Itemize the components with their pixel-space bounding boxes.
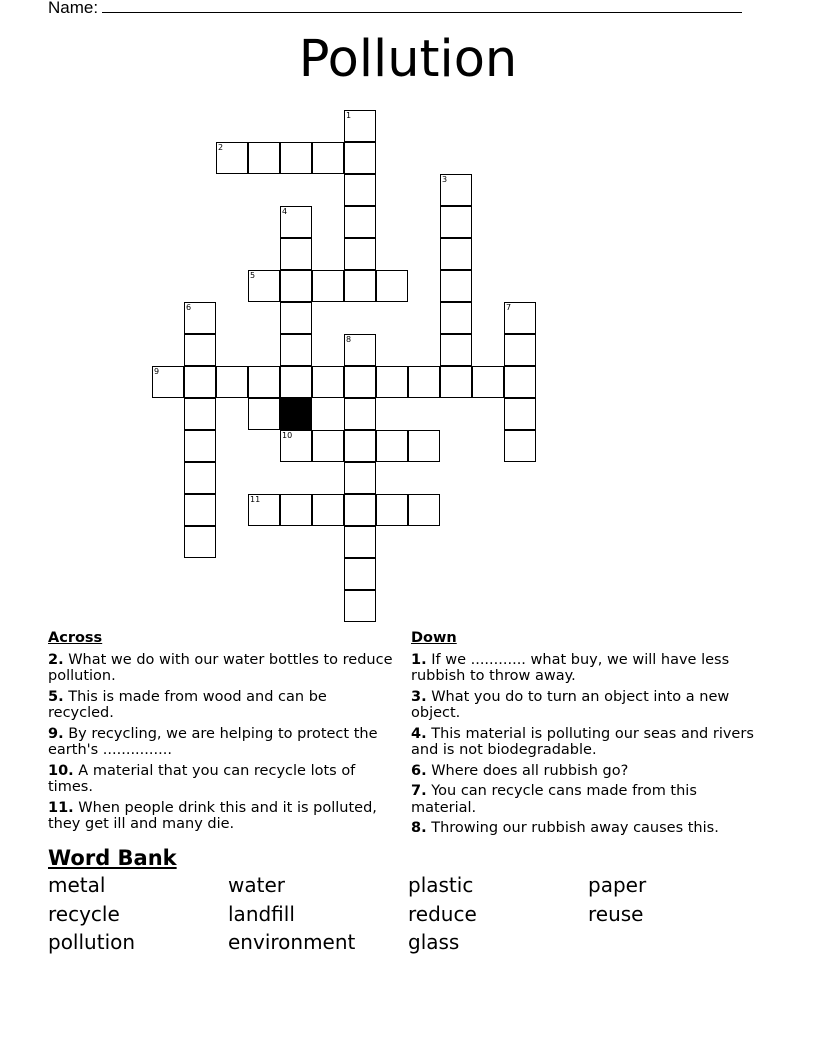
grid-cell[interactable] (184, 302, 216, 334)
clue-text: Where does all rubbish go? (431, 762, 629, 779)
grid-cell[interactable] (376, 430, 408, 462)
clue-number: 1. (411, 651, 427, 668)
word-bank-item: environment (228, 930, 356, 954)
clue-text: If we ............ what buy, we will have less rubbish to throw away. (411, 651, 730, 684)
grid-cell[interactable] (184, 494, 216, 526)
grid-cell[interactable] (216, 142, 248, 174)
clue-number: 4. (411, 725, 427, 742)
grid-cell[interactable] (280, 302, 312, 334)
clue-number: 5. (48, 688, 64, 705)
black-cell (280, 398, 312, 430)
grid-cell[interactable] (344, 462, 376, 494)
clue-text: Throwing our rubbish away causes this. (431, 820, 719, 836)
grid-cell[interactable] (344, 494, 376, 526)
clue-number: 11. (48, 799, 74, 816)
grid-cell[interactable] (440, 302, 472, 334)
page-title: Pollution (298, 30, 518, 89)
clue-number-label: 7 (506, 303, 512, 312)
grid-cell[interactable] (344, 366, 376, 398)
clue-number: 2. (48, 651, 64, 668)
grid-cell[interactable] (344, 430, 376, 462)
word-bank-heading: Word Bank (48, 846, 177, 870)
clue-item (411, 652, 756, 685)
grid-cell[interactable] (344, 590, 376, 622)
across-clues (48, 630, 393, 837)
grid-cell[interactable] (504, 398, 536, 430)
grid-cell[interactable] (472, 366, 504, 398)
grid-cell[interactable] (344, 142, 376, 174)
clue-number-label: 3 (442, 175, 448, 184)
clue-item (48, 689, 393, 722)
clue-number-label: 11 (250, 495, 261, 504)
word-bank-item: water (228, 873, 285, 897)
clue-number: 7. (411, 783, 427, 799)
grid-cell[interactable] (344, 558, 376, 590)
grid-cell[interactable] (152, 366, 184, 398)
word-bank-item: paper (588, 873, 647, 897)
down-clues (411, 630, 756, 841)
clue-text: When people drink this and it is polluted, they get ill and many die. (48, 799, 377, 832)
grid-cell[interactable] (344, 238, 376, 270)
grid-cell[interactable] (376, 366, 408, 398)
clue-text: You can recycle cans made from this material. (411, 783, 697, 816)
word-bank-item: landfill (228, 901, 295, 926)
word-bank-item: reduce (408, 901, 477, 926)
grid-cell[interactable] (248, 142, 280, 174)
grid-cell[interactable] (440, 334, 472, 366)
grid-cell[interactable] (312, 430, 344, 462)
clue-text: A material that you can recycle lots of times. (48, 762, 356, 795)
grid-cell[interactable] (216, 366, 248, 398)
grid-cell[interactable] (344, 174, 376, 206)
clue-number-label: 9 (154, 367, 160, 376)
grid-cell[interactable] (248, 366, 280, 398)
grid-cell[interactable] (312, 366, 344, 398)
clue-text: What we do with our water bottles to reduce pollution. (48, 651, 393, 684)
clue-item (48, 726, 393, 759)
grid-cell[interactable] (440, 206, 472, 238)
clue-item (48, 652, 393, 685)
grid-cell[interactable] (184, 366, 216, 398)
word-bank-item: reuse (588, 901, 644, 926)
across-heading: Across (48, 630, 103, 646)
clue-item (411, 726, 756, 759)
grid-cell[interactable] (248, 494, 280, 526)
clue-number-label: 8 (346, 335, 352, 344)
grid-cell[interactable] (280, 366, 312, 398)
grid-cell[interactable] (184, 430, 216, 462)
grid-cell[interactable] (280, 206, 312, 238)
grid-cell[interactable] (344, 334, 376, 366)
grid-cell[interactable] (504, 430, 536, 462)
grid-cell[interactable] (440, 366, 472, 398)
grid-cell[interactable] (408, 494, 440, 526)
clue-number-label: 1 (346, 111, 352, 120)
clue-item (411, 689, 756, 722)
grid-cell[interactable] (408, 366, 440, 398)
grid-cell[interactable] (344, 526, 376, 558)
clue-text: By recycling, we are helping to protect the earth's ............... (48, 725, 378, 758)
clue-number: 9. (48, 725, 64, 742)
word-bank-item: glass (408, 930, 460, 954)
clue-number: 6. (411, 762, 427, 779)
grid-cell[interactable] (184, 462, 216, 494)
grid-cell[interactable] (344, 206, 376, 238)
grid-cell[interactable] (312, 142, 344, 174)
grid-cell[interactable] (504, 334, 536, 366)
grid-cell[interactable] (504, 302, 536, 334)
clue-text: What you do to turn an object into a new object. (411, 688, 730, 721)
word-bank-item: metal (48, 873, 106, 897)
clue-number: 10. (48, 762, 74, 779)
clue-item (411, 783, 756, 816)
clue-item (48, 763, 393, 796)
clue-number-label: 2 (218, 143, 224, 152)
grid-cell[interactable] (184, 526, 216, 558)
grid-cell[interactable] (344, 398, 376, 430)
grid-cell[interactable] (504, 366, 536, 398)
grid-cell[interactable] (440, 174, 472, 206)
grid-cell[interactable] (280, 238, 312, 270)
grid-cell[interactable] (280, 334, 312, 366)
grid-cell[interactable] (280, 494, 312, 526)
grid-cell[interactable] (280, 270, 312, 302)
grid-cell[interactable] (184, 334, 216, 366)
clue-number-label: 10 (282, 431, 293, 440)
grid-cell[interactable] (408, 430, 440, 462)
clue-number-label: 5 (250, 271, 256, 280)
grid-cell[interactable] (312, 494, 344, 526)
grid-cell[interactable] (248, 398, 280, 430)
word-bank-item: recycle (48, 901, 120, 926)
grid-cell[interactable] (440, 238, 472, 270)
clue-number-label: 6 (186, 303, 192, 312)
down-heading: Down (411, 630, 457, 646)
word-bank-item: plastic (408, 873, 474, 897)
clue-item (48, 800, 393, 833)
clue-number: 3. (411, 688, 427, 705)
grid-cell[interactable] (440, 270, 472, 302)
word-bank-item: pollution (48, 930, 136, 954)
grid-cell[interactable] (344, 270, 376, 302)
grid-cell[interactable] (280, 430, 312, 462)
grid-cell[interactable] (248, 270, 280, 302)
grid-cell[interactable] (344, 110, 376, 142)
clue-item (411, 763, 756, 780)
word-bank (48, 873, 768, 959)
grid-cell[interactable] (184, 398, 216, 430)
clue-number-label: 4 (282, 207, 288, 216)
grid-cell[interactable] (280, 142, 312, 174)
grid-cell[interactable] (376, 494, 408, 526)
grid-cell[interactable] (376, 270, 408, 302)
grid-cell[interactable] (312, 270, 344, 302)
clue-text: This material is polluting our seas and rivers and is not biodegradable. (411, 725, 754, 758)
name-label: Name: (48, 0, 99, 17)
clue-item (411, 820, 756, 837)
clue-number: 8. (411, 820, 427, 836)
clue-text: This is made from wood and can be recycled. (48, 688, 327, 721)
